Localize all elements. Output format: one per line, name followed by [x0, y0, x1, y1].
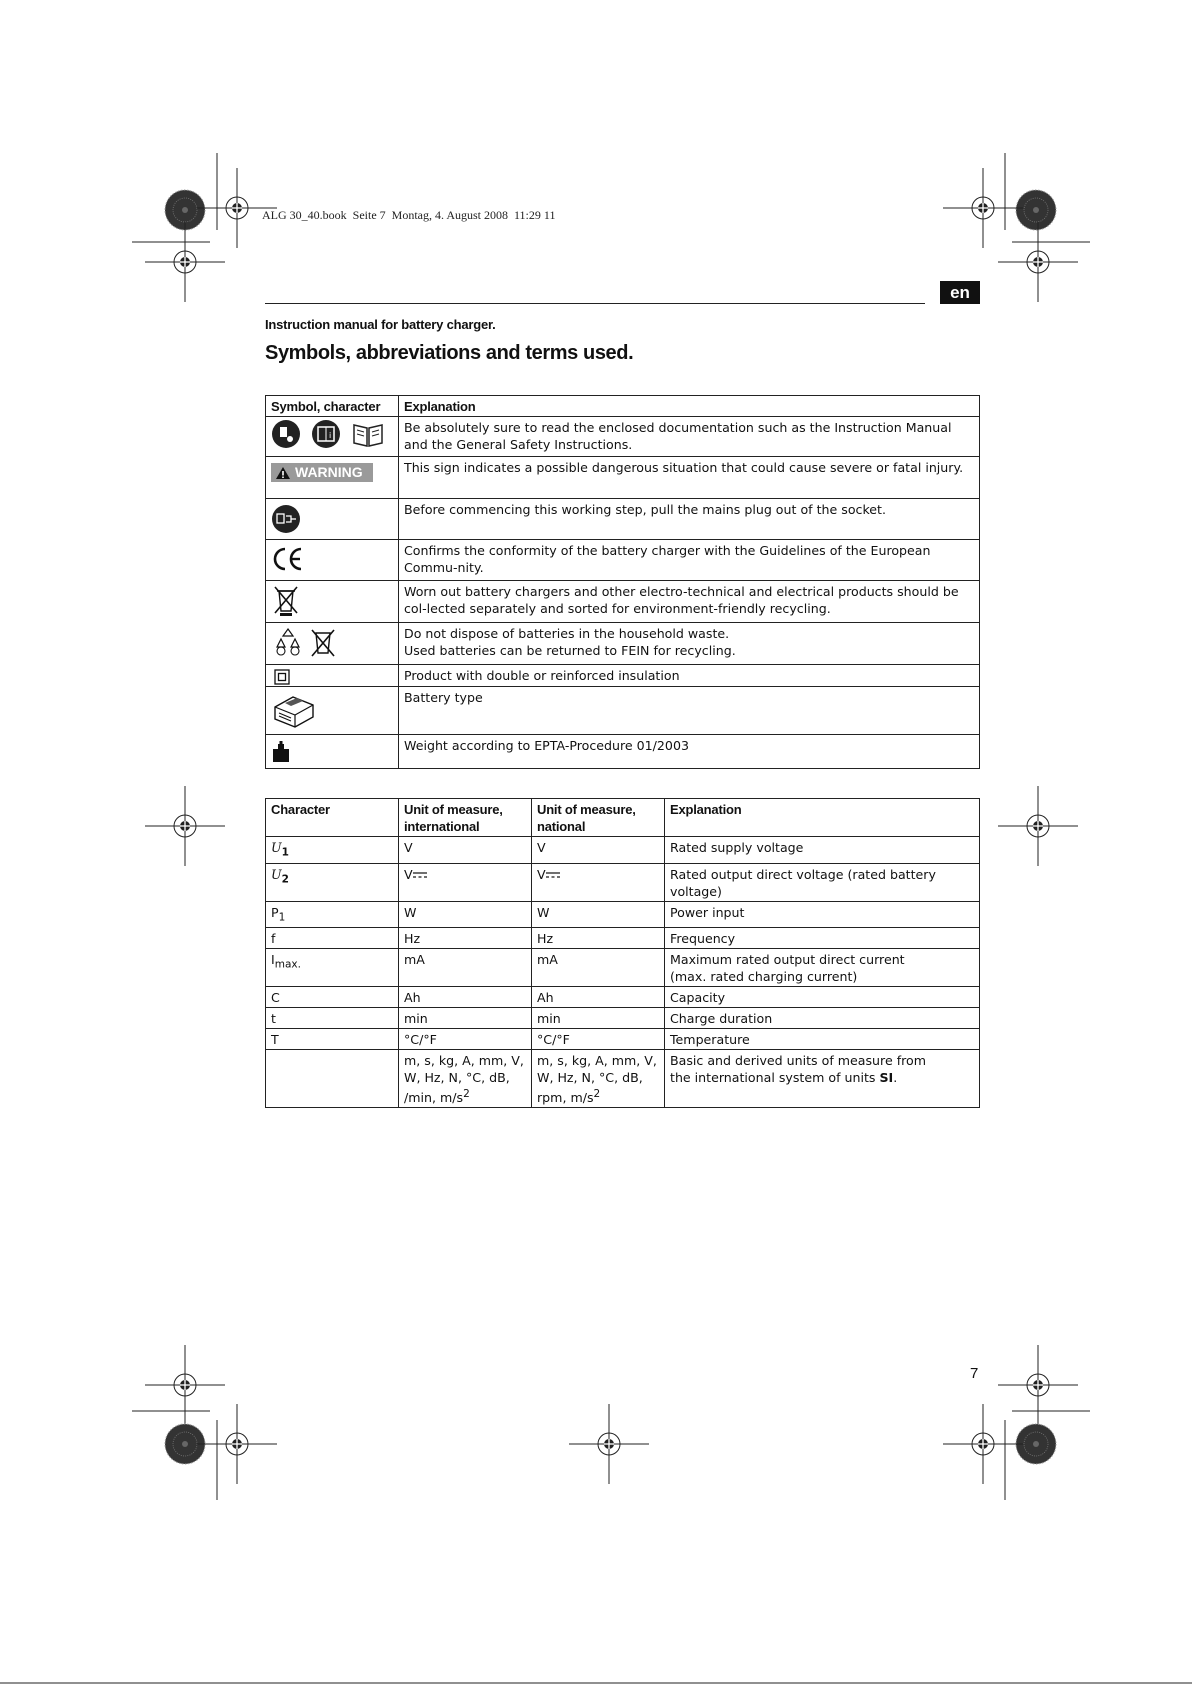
table-row [266, 623, 980, 665]
unit-line: m, s, kg, A, mm, V, [404, 1053, 524, 1069]
unit-line: W, Hz, N, °C, dB, [404, 1070, 510, 1086]
explanation-cell: Before commencing this working step, pull the mains plug out of the socket. [399, 499, 980, 540]
unit-international-cell: V [399, 837, 532, 864]
symbols-table [265, 395, 980, 769]
symbol-cell [266, 457, 399, 499]
character-subscript: max. [274, 958, 301, 971]
explanation-cell: Capacity [665, 987, 980, 1008]
column-header [532, 799, 665, 837]
symbol-cell [266, 623, 399, 665]
explanation-cell: This sign indicates a possible dangerous situation that could cause severe or fatal injury. [399, 457, 980, 499]
explanation-cell [665, 1050, 980, 1108]
table-row [266, 540, 980, 581]
table-row [266, 1050, 980, 1108]
character-cell [266, 837, 399, 864]
table-header-row [266, 799, 980, 837]
explanation-line: the international system of units [670, 1070, 880, 1086]
superscript: 2 [593, 1088, 601, 1101]
manual-info-icon [311, 419, 341, 449]
unit-line: W, Hz, N, °C, dB, [537, 1070, 643, 1086]
unit-line: m, s, kg, A, mm, V, [537, 1053, 657, 1069]
unit-national-cell [532, 863, 665, 901]
table-row [266, 1008, 980, 1029]
explanation-cell [665, 949, 980, 987]
language-tab: en [940, 281, 980, 304]
explanation-cell: Rated output direct voltage (rated battery voltage) [665, 863, 980, 901]
column-header [399, 799, 532, 837]
table-row [266, 987, 980, 1008]
character-subscript: 1 [278, 911, 286, 924]
table-row [266, 734, 980, 768]
unit-national-cell: °C/°F [532, 1029, 665, 1050]
explanation-cell: Confirms the conformity of the battery charger with the Guidelines of the European Commu-nity. [399, 540, 980, 581]
explanation-cell: Battery type [399, 686, 980, 734]
header-line: Unit of measure, [537, 802, 636, 817]
table-row [266, 665, 980, 687]
table-row [266, 499, 980, 540]
unit-international-cell: Ah [399, 987, 532, 1008]
character-cell: C [266, 987, 399, 1008]
unit-line: /min, m/s [404, 1090, 464, 1106]
header-line: Unit of measure, [404, 802, 503, 817]
table-row [266, 581, 980, 623]
open-book-icon [351, 419, 385, 449]
unit-national-cell: Hz [532, 928, 665, 949]
explanation-cell: Power input [665, 901, 980, 928]
character-symbol: U [271, 840, 282, 855]
unit-international-cell: min [399, 1008, 532, 1029]
unit-value: V [404, 866, 413, 882]
header-line: international [404, 819, 480, 834]
explanation-cell: Frequency [665, 928, 980, 949]
explanation-cell: Product with double or reinforced insulation [399, 665, 980, 687]
page-number: 7 [970, 1365, 979, 1382]
character-cell [266, 949, 399, 987]
unit-international-cell: W [399, 901, 532, 928]
double-insulation-icon [274, 669, 290, 685]
unit-national-cell: W [532, 901, 665, 928]
print-header: ALG 30_40.book Seite 7 Montag, 4. August 2008 11:29 11 [262, 208, 556, 222]
table-row [266, 417, 980, 457]
table-row [266, 686, 980, 734]
character-cell [266, 901, 399, 928]
table-header-row [266, 396, 980, 417]
direct-current-icon [546, 872, 560, 878]
table-row [266, 457, 980, 499]
unit-line: rpm, m/s [537, 1090, 594, 1106]
explanation-cell: Weight according to EPTA-Procedure 01/2003 [399, 734, 980, 768]
symbol-cell [266, 665, 399, 687]
table-row [266, 837, 980, 864]
header-line: national [537, 819, 586, 834]
column-header: Character [266, 799, 399, 837]
superscript: 2 [463, 1088, 470, 1101]
ce-mark-icon [271, 545, 305, 573]
unit-national-cell: Ah [532, 987, 665, 1008]
battery-pack-icon [271, 689, 317, 729]
unit-international-cell: °C/°F [399, 1029, 532, 1050]
table-row [266, 949, 980, 987]
crossed-bin-icon [309, 625, 337, 659]
unit-international-cell: Hz [399, 928, 532, 949]
unit-national-cell: mA [532, 949, 665, 987]
unit-value: V [537, 866, 546, 882]
character-symbol: P [271, 904, 279, 920]
character-subscript: 1 [281, 846, 289, 859]
svg-text:i: i [329, 431, 332, 440]
table-row [266, 901, 980, 928]
explanation-cell: Temperature [665, 1029, 980, 1050]
character-symbol: U [271, 866, 282, 882]
symbol-cell [266, 686, 399, 734]
table-row [266, 1029, 980, 1050]
table-row [266, 863, 980, 901]
explanation-cell: Be absolutely sure to read the enclosed documentation such as the Instruction Manual and the General Safety Instructions. [399, 417, 980, 457]
column-header: Explanation [665, 799, 980, 837]
unit-international-cell [399, 863, 532, 901]
direct-current-icon [413, 872, 427, 878]
warning-triangle-icon [275, 466, 291, 480]
weight-icon [271, 741, 291, 763]
character-cell [266, 863, 399, 901]
character-cell: f [266, 928, 399, 949]
character-subscript: 2 [281, 873, 289, 886]
explanation-line: Used batteries can be returned to FEIN for recycling. [404, 643, 736, 658]
character-cell: t [266, 1008, 399, 1029]
unit-international-cell [399, 1050, 532, 1108]
page-title: Symbols, abbreviations and terms used. [265, 342, 634, 364]
warning-sign [271, 463, 373, 482]
punctuation: . [893, 1070, 898, 1086]
explanation-line: Maximum rated output direct current [670, 952, 905, 968]
table-row [266, 928, 980, 949]
explanation-line: Do not dispose of batteries in the household waste. [404, 626, 730, 641]
character-symbol: I [271, 952, 275, 968]
header-rule [265, 303, 925, 304]
explanation-line: (max. rated charging current) [670, 969, 858, 985]
unit-national-cell: min [532, 1008, 665, 1029]
unit-national-cell [532, 1050, 665, 1108]
read-manual-icons [271, 419, 385, 449]
symbol-cell [266, 734, 399, 768]
manual-subtitle: Instruction manual for battery charger. [265, 317, 496, 332]
symbol-cell [266, 499, 399, 540]
units-table [265, 798, 980, 1108]
explanation-cell: Charge duration [665, 1008, 980, 1029]
symbol-cell [266, 540, 399, 581]
symbol-cell [266, 417, 399, 457]
explanation-cell [399, 623, 980, 665]
explanation-cell: Worn out battery chargers and other electro-technical and electrical products should be col-lected separately and sorted for environment-friendly recycling. [399, 581, 980, 623]
character-cell [266, 1050, 399, 1108]
unplug-icon [271, 504, 301, 534]
battery-recycle-icon [271, 625, 337, 659]
unit-national-cell: V [532, 837, 665, 864]
column-header: Explanation [399, 396, 980, 417]
si-abbreviation: SI [879, 1070, 894, 1086]
warning-label: WARNING [295, 464, 363, 480]
character-cell: T [266, 1029, 399, 1050]
read-instructions-icon [271, 419, 301, 449]
explanation-line: Basic and derived units of measure from [670, 1053, 927, 1069]
column-header: Symbol, character [266, 396, 399, 417]
unit-international-cell: mA [399, 949, 532, 987]
weee-bin-icon [271, 583, 301, 617]
explanation-cell: Rated supply voltage [665, 837, 980, 864]
recycle-icon [271, 625, 305, 659]
symbol-cell [266, 581, 399, 623]
